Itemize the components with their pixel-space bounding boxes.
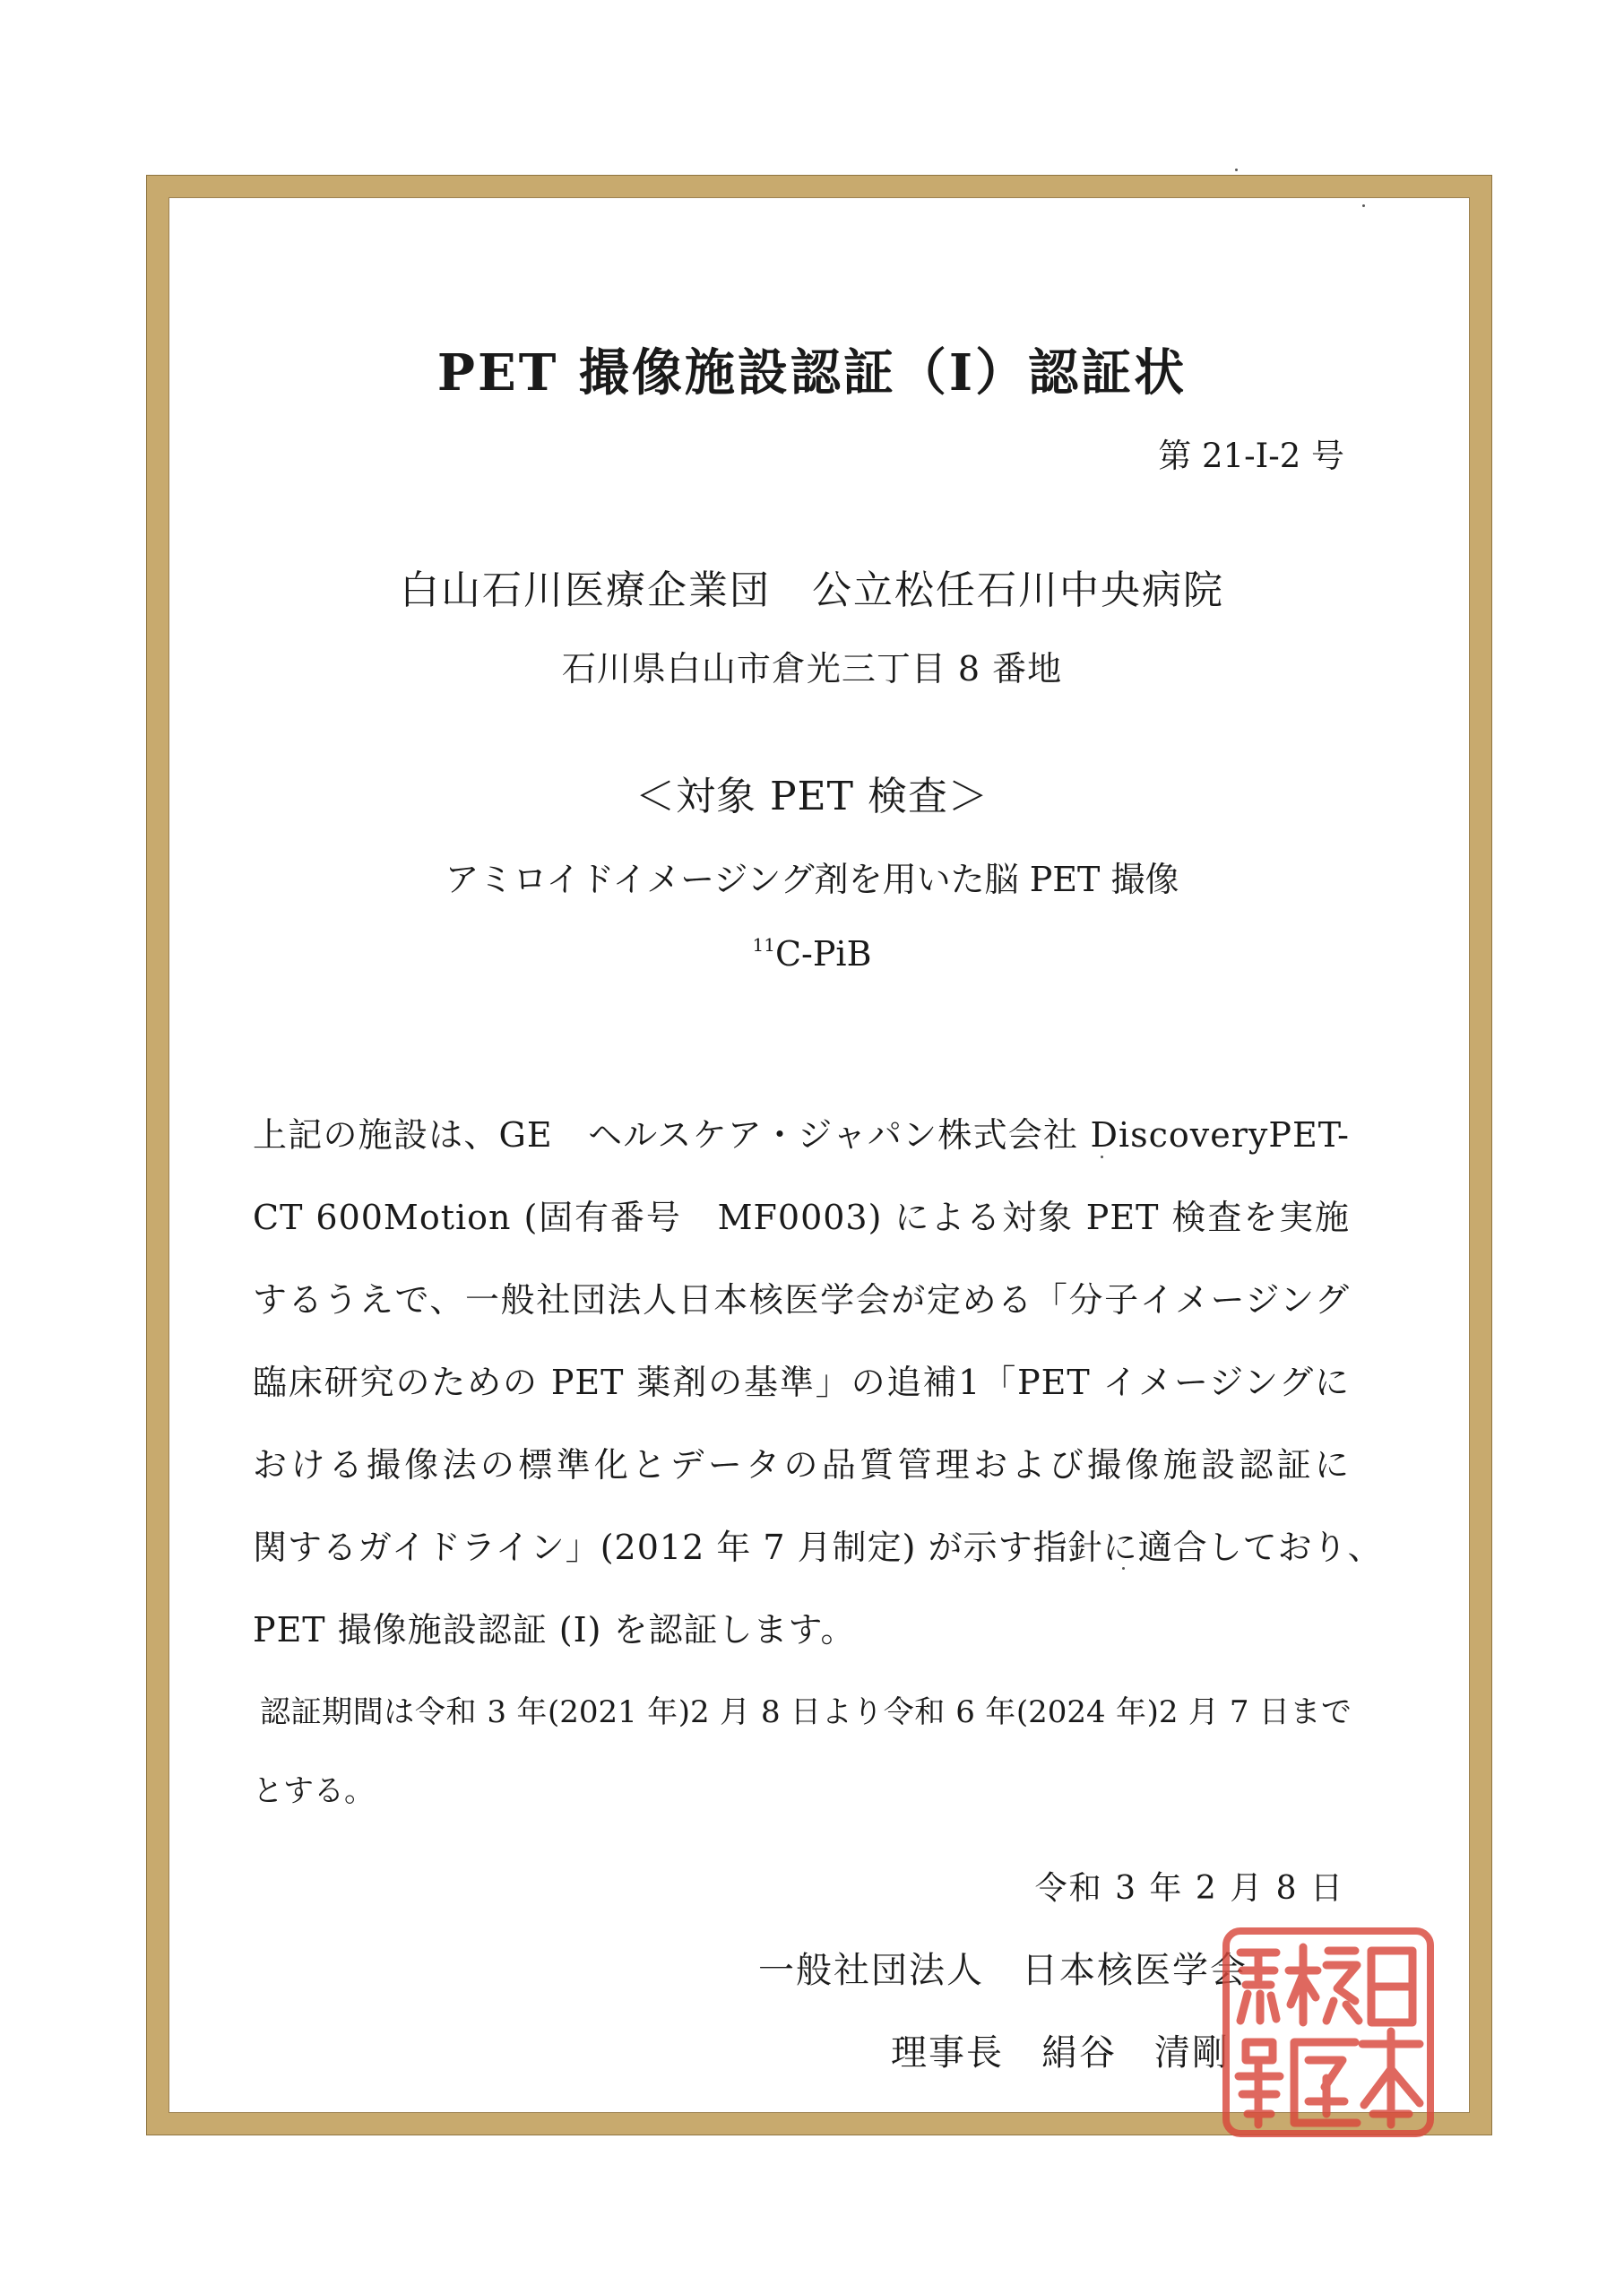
- facility-address: 石川県白山市倉光三丁目 8 番地: [561, 649, 1063, 688]
- body-line: CT 600Motion (固有番号 MF0003) による対象 PET 検査を実施: [253, 1198, 1350, 1237]
- scan-speck: [1235, 169, 1238, 171]
- body-line: おける撮像法の標準化とデータの品質管理および撮像施設認証に: [253, 1445, 1350, 1485]
- certification-period: 認証期間は令和 3 年(2021 年)2 月 8 日より令和 6 年(2024 年)2 月 7 日まで: [260, 1694, 1352, 1730]
- exam-heading: ＜対象 PET 検査＞: [635, 774, 989, 819]
- body-line: 臨床研究のための PET 薬剤の基準」の追補1「PET イメージングに: [253, 1363, 1350, 1402]
- exam-agent: [0, 934, 1624, 974]
- facility-name: 白山石川医療企業団 公立松任石川中央病院: [400, 567, 1224, 613]
- certification-period: とする。: [253, 1773, 375, 1809]
- issuing-organization: 一般社団法人 日本核医学会: [758, 1950, 1248, 1991]
- exam-description: アミロイドイメージング剤を用いた脳 PET 撮像: [445, 860, 1179, 899]
- body-line: 関するガイドライン」(2012 年 7 月制定) が示す指針に適合しており、: [253, 1528, 1383, 1567]
- certificate-number: 第 21-I-2 号: [1158, 437, 1344, 475]
- issue-date: 令和 3 年 2 月 8 日: [1034, 1870, 1344, 1907]
- society-seal-stamp: [1221, 1926, 1436, 2139]
- scan-speck: [1362, 204, 1365, 207]
- scan-speck: [1122, 1567, 1125, 1570]
- certificate-title: PET 撮像施設認証（I）認証状: [436, 343, 1188, 403]
- signer-name: 理事長 絹谷 清剛: [891, 2032, 1230, 2074]
- body-line: するうえで、一般社団法人日本核医学会が定める「分子イメージング: [253, 1280, 1350, 1320]
- agent-name: C-PiB: [774, 934, 872, 974]
- scan-speck: [1101, 1156, 1103, 1158]
- agent-isotope-number: 11: [752, 934, 775, 956]
- body-line: PET 撮像施設認証 (I) を認証します。: [253, 1610, 856, 1650]
- body-line: 上記の施設は、GE ヘルスケア・ジャパン株式会社 DiscoveryPET-: [253, 1115, 1350, 1155]
